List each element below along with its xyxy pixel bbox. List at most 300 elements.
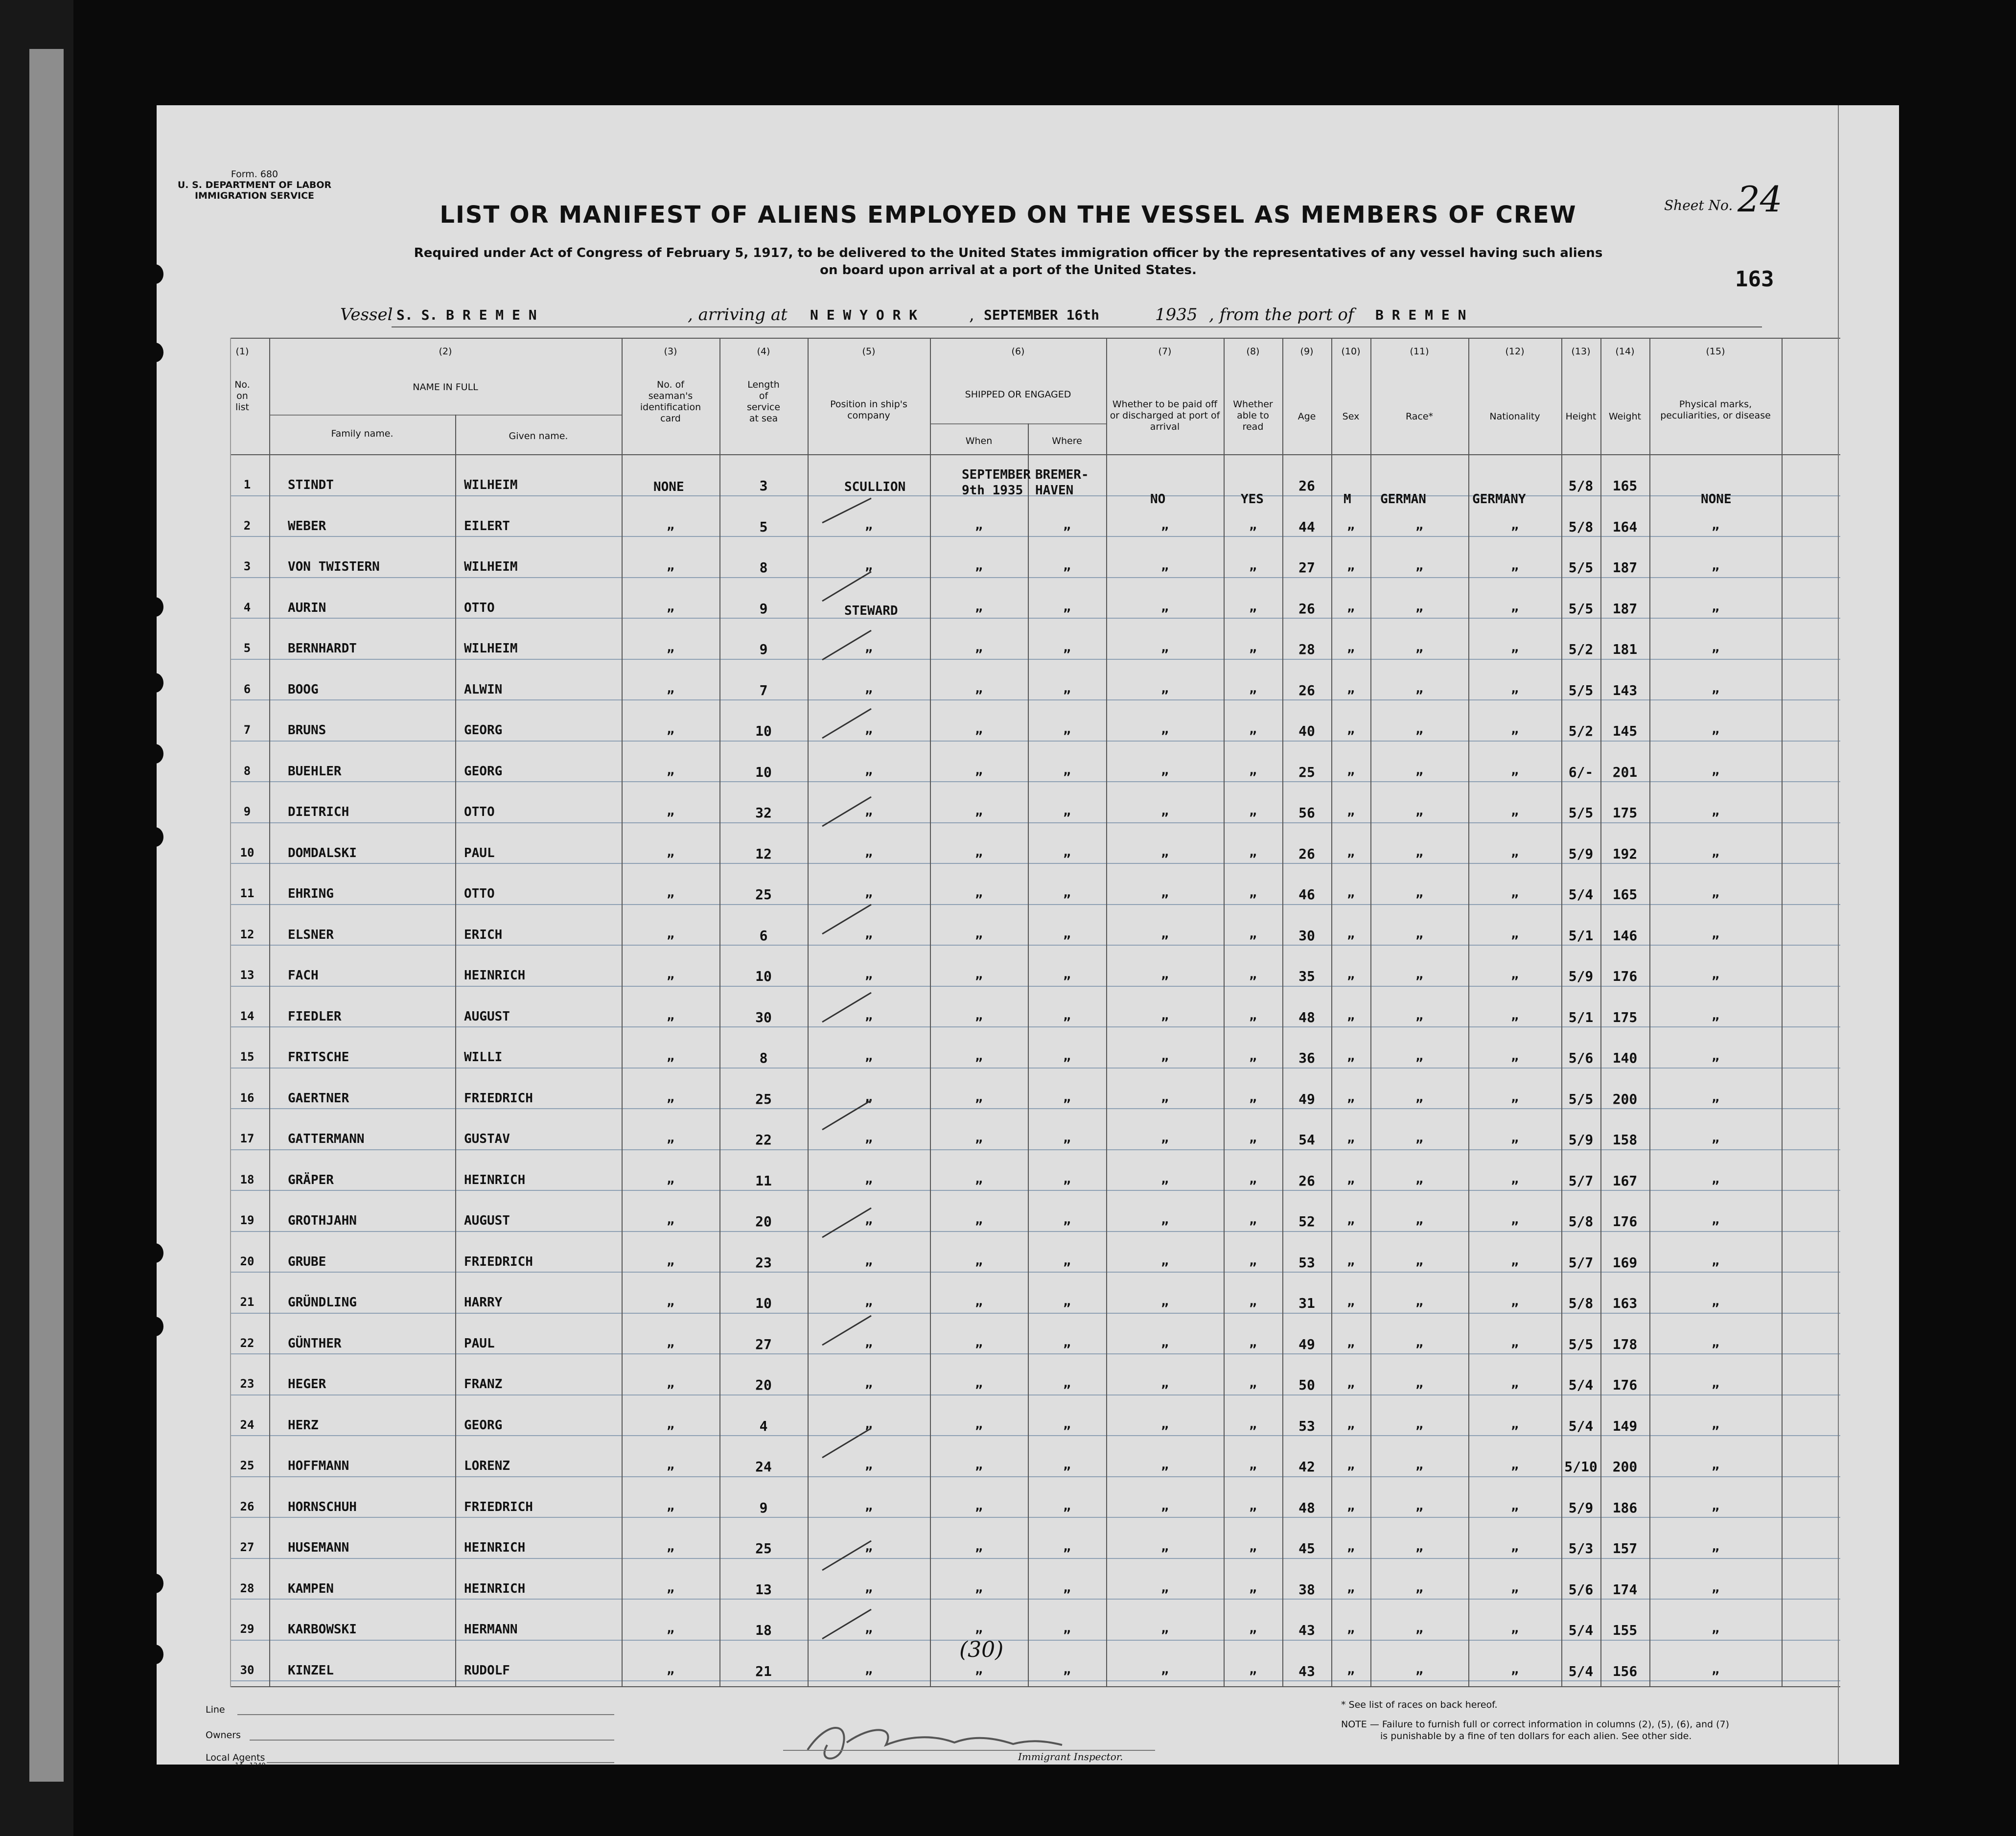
ditto-position: „	[865, 1621, 873, 1636]
given-name: RUDOLF	[464, 1663, 510, 1678]
ditto-card: „	[667, 722, 674, 737]
family-name: AURIN	[288, 600, 326, 615]
binder-strip	[29, 49, 64, 1782]
shipped-subdivider	[930, 423, 1106, 424]
family-name: ELSNER	[288, 927, 334, 942]
ditto-race: „	[1415, 1335, 1423, 1350]
ditto-paid-off: „	[1161, 1049, 1169, 1064]
ditto-nationality: „	[1511, 844, 1519, 860]
able-to-read-value: YES	[1241, 492, 1264, 507]
family-name: GROTHJAHN	[288, 1213, 357, 1228]
service-length: 25	[755, 886, 772, 903]
row-rule	[230, 1680, 1840, 1681]
given-name: FRIEDRICH	[464, 1254, 533, 1269]
service-length: 9	[759, 641, 768, 657]
age: 45	[1298, 1540, 1315, 1557]
given-name-header: Given name.	[509, 431, 568, 442]
row-number: 2	[243, 518, 251, 533]
age: 54	[1298, 1132, 1315, 1148]
height: 5/5	[1568, 682, 1594, 698]
ditto-card: „	[667, 1131, 674, 1145]
ditto-race: „	[1415, 885, 1423, 900]
ditto-read: „	[1249, 1049, 1257, 1064]
family-name: DIETRICH	[288, 805, 349, 819]
family-name-header: Family name.	[331, 428, 394, 439]
ditto-when: „	[975, 1458, 983, 1472]
steward-position: STEWARD	[844, 604, 898, 618]
height: 5/8	[1568, 518, 1594, 535]
ditto-when: „	[975, 1621, 983, 1636]
ditto-paid-off: „	[1161, 1253, 1169, 1268]
ditto-paid-off: „	[1161, 1294, 1169, 1309]
ditto-sex: „	[1347, 1090, 1355, 1105]
ditto-position: „	[865, 1662, 873, 1677]
service-length: 21	[755, 1663, 772, 1679]
punch-hole	[147, 1243, 163, 1263]
ditto-race: „	[1415, 722, 1423, 737]
service-length: 7	[759, 682, 768, 698]
service-length: 18	[755, 1622, 772, 1638]
ditto-sex: „	[1347, 1171, 1355, 1186]
ditto-paid-off: „	[1161, 640, 1169, 655]
ditto-read: „	[1249, 1580, 1257, 1595]
height: 5/9	[1568, 1499, 1594, 1516]
ditto-when: „	[975, 926, 983, 941]
ditto-marks: „	[1712, 1417, 1719, 1432]
ditto-position: „	[865, 1539, 873, 1554]
ditto-race: „	[1415, 1498, 1423, 1513]
col-12-header: Nationality	[1489, 411, 1540, 422]
family-name: HORNSCHUH	[288, 1499, 357, 1514]
family-name: WEBER	[288, 518, 326, 534]
ditto-when: „	[975, 558, 983, 573]
ditto-marks: „	[1712, 722, 1719, 737]
height: 5/4	[1568, 1663, 1594, 1679]
age: 26	[1298, 845, 1315, 862]
weight: 176	[1612, 1213, 1638, 1230]
ditto-nationality: „	[1511, 1131, 1519, 1145]
ditto-position: „	[865, 1417, 873, 1432]
row-rule	[230, 699, 1840, 700]
family-name: FRITSCHE	[288, 1050, 349, 1065]
ditto-marks: „	[1712, 844, 1719, 860]
ditto-position: „	[865, 1294, 873, 1309]
given-name: EILERT	[464, 518, 510, 534]
given-name: WILHEIM	[464, 641, 518, 656]
col-7-number: (7)	[1158, 346, 1172, 357]
weight: 163	[1612, 1295, 1638, 1311]
family-name: BOOG	[288, 682, 319, 697]
service-length: 9	[759, 1499, 768, 1516]
sheet-edge-line	[1838, 105, 1839, 1765]
punch-hole	[147, 827, 163, 847]
ditto-card: „	[667, 1458, 674, 1472]
age: 40	[1298, 723, 1315, 739]
ditto-card: „	[667, 885, 674, 900]
ditto-card: „	[667, 1539, 674, 1554]
arrival-date: SEPTEMBER 16th	[984, 307, 1100, 323]
ditto-where: „	[1063, 804, 1071, 818]
ditto-marks: „	[1712, 763, 1719, 778]
ditto-card: „	[667, 1212, 674, 1227]
ditto-race: „	[1415, 1008, 1423, 1023]
height: 5/3	[1568, 1540, 1594, 1557]
weight: 140	[1612, 1050, 1638, 1066]
ditto-nationality: „	[1511, 722, 1519, 737]
weight: 145	[1612, 723, 1638, 739]
ditto-read: „	[1249, 1539, 1257, 1554]
given-name: GUSTAV	[464, 1132, 510, 1146]
ditto-race: „	[1415, 967, 1423, 982]
ditto-when: „	[975, 1090, 983, 1105]
ditto-nationality: „	[1511, 1212, 1519, 1227]
family-name: DOMDALSKI	[288, 845, 357, 860]
row-number: 27	[240, 1540, 255, 1554]
service-length: 10	[755, 723, 772, 739]
form-subtitle-2: on board upon arrival at a port of the United States.	[820, 263, 1197, 278]
ditto-marks: „	[1712, 926, 1719, 941]
age: 48	[1298, 1009, 1315, 1025]
col-5-number: (5)	[862, 346, 876, 357]
ditto-paid-off: „	[1161, 1662, 1169, 1677]
height: 5/1	[1568, 1009, 1594, 1025]
ditto-position: „	[865, 1212, 873, 1227]
ditto-card: „	[667, 1294, 674, 1309]
ditto-nationality: „	[1511, 1458, 1519, 1472]
height: 5/7	[1568, 1172, 1594, 1189]
races-note: * See list of races on back hereof.	[1341, 1699, 1498, 1710]
ditto-when: „	[975, 844, 983, 860]
height: 5/4	[1568, 1418, 1594, 1434]
age: 52	[1298, 1213, 1315, 1230]
ditto-card: „	[667, 1580, 674, 1595]
row-number: 17	[240, 1132, 255, 1145]
ditto-paid-off: „	[1161, 1090, 1169, 1105]
weight: 187	[1612, 559, 1638, 576]
ditto-card: „	[667, 1335, 674, 1350]
row-rule	[230, 1231, 1840, 1232]
service-length: 8	[759, 559, 768, 576]
ditto-paid-off: „	[1161, 844, 1169, 860]
ditto-position: „	[865, 681, 873, 696]
departure-port: B R E M E N	[1375, 307, 1466, 323]
ditto-race: „	[1415, 844, 1423, 860]
service-length: 30	[755, 1009, 772, 1025]
page-number: 163	[1735, 267, 1774, 292]
ditto-sex: „	[1347, 722, 1355, 737]
col-10-header: Sex	[1342, 411, 1360, 422]
height: 6/-	[1568, 764, 1594, 780]
ditto-marks: „	[1712, 558, 1719, 573]
age: 48	[1298, 1499, 1315, 1516]
height: 5/7	[1568, 1254, 1594, 1271]
table-bottom-border	[230, 1686, 1840, 1687]
row-rule	[230, 904, 1840, 905]
ditto-card: „	[667, 1008, 674, 1023]
ditto-where: „	[1063, 1212, 1071, 1227]
weight: 175	[1612, 1009, 1638, 1025]
row-rule	[230, 1272, 1840, 1273]
form-title: LIST OR MANIFEST OF ALIENS EMPLOYED ON THE VESSEL AS MEMBERS OF CREW	[440, 201, 1577, 229]
row-number: 7	[243, 723, 251, 737]
ditto-card: „	[667, 1090, 674, 1105]
ditto-sex: „	[1347, 1131, 1355, 1145]
service-length: 13	[755, 1581, 772, 1598]
ditto-marks: „	[1712, 1376, 1719, 1391]
ditto-marks: „	[1712, 599, 1719, 614]
row-rule	[230, 1068, 1840, 1069]
row-number: 23	[240, 1377, 255, 1391]
ditto-nationality: „	[1511, 1049, 1519, 1064]
family-name: BRUNS	[288, 723, 326, 738]
weight: 165	[1612, 478, 1638, 494]
ditto-when: „	[975, 885, 983, 900]
ditto-position: „	[865, 1580, 873, 1595]
ditto-card: „	[667, 1253, 674, 1268]
given-name: PAUL	[464, 1336, 495, 1351]
ditto-sex: „	[1347, 1335, 1355, 1350]
ditto-nationality: „	[1511, 517, 1519, 533]
ditto-when: „	[975, 1335, 983, 1350]
punch-hole	[147, 597, 163, 617]
service-length: 20	[755, 1377, 772, 1393]
row-number: 21	[240, 1295, 255, 1309]
ditto-when: „	[975, 1539, 983, 1554]
ditto-where: „	[1063, 1294, 1071, 1309]
ditto-where: „	[1063, 1008, 1071, 1023]
ditto-nationality: „	[1511, 1090, 1519, 1105]
age: 43	[1298, 1663, 1315, 1679]
weight: 149	[1612, 1418, 1638, 1434]
ditto-position: „	[865, 1376, 873, 1391]
row-rule	[230, 1313, 1840, 1314]
row-rule	[230, 1026, 1840, 1027]
age: 38	[1298, 1581, 1315, 1598]
age: 26	[1298, 1172, 1315, 1189]
ditto-nationality: „	[1511, 1417, 1519, 1432]
punch-hole	[147, 1317, 163, 1336]
row-rule	[230, 1190, 1840, 1191]
height: 5/1	[1568, 927, 1594, 944]
punch-hole	[147, 744, 163, 764]
service-length: 32	[755, 805, 772, 821]
height: 5/9	[1568, 1132, 1594, 1148]
row-rule	[230, 1149, 1840, 1150]
ditto-race: „	[1415, 1621, 1423, 1636]
ditto-nationality: „	[1511, 1376, 1519, 1391]
ditto-read: „	[1249, 763, 1257, 778]
ditto-paid-off: „	[1161, 763, 1169, 778]
form-number: Form. 680	[231, 169, 278, 180]
col-13-header: Height	[1565, 411, 1597, 422]
ditto-read: „	[1249, 804, 1257, 818]
height: 5/2	[1568, 641, 1594, 657]
weight: 146	[1612, 927, 1638, 944]
ditto-position: „	[865, 640, 873, 655]
vessel-label: Vessel	[340, 305, 393, 325]
weight: 176	[1612, 968, 1638, 984]
service-length: 12	[755, 845, 772, 862]
weight: 158	[1612, 1132, 1638, 1148]
ditto-position: „	[865, 804, 873, 818]
height: 5/4	[1568, 1377, 1594, 1393]
ditto-where: „	[1063, 1253, 1071, 1268]
ditto-sex: „	[1347, 926, 1355, 941]
service-length: 27	[755, 1336, 772, 1352]
ditto-sex: „	[1347, 681, 1355, 696]
ditto-sex: „	[1347, 640, 1355, 655]
ditto-marks: „	[1712, 640, 1719, 655]
row-number: 29	[240, 1622, 255, 1636]
given-name: AUGUST	[464, 1009, 510, 1024]
ditto-where: „	[1063, 967, 1071, 982]
ditto-race: „	[1415, 1294, 1423, 1309]
ditto-nationality: „	[1511, 763, 1519, 778]
ditto-nationality: „	[1511, 599, 1519, 614]
age: 46	[1298, 886, 1315, 903]
row-number: 18	[240, 1172, 255, 1186]
row-rule	[230, 1108, 1840, 1109]
weight: 187	[1612, 600, 1638, 617]
comma: ,	[969, 305, 974, 325]
ditto-race: „	[1415, 926, 1423, 941]
ditto-when: „	[975, 1498, 983, 1513]
ditto-read: „	[1249, 1008, 1257, 1023]
ditto-where: „	[1063, 1417, 1071, 1432]
ditto-sex: „	[1347, 1662, 1355, 1677]
shipped-when-line-1: SEPTEMBER	[962, 467, 1031, 482]
row-number: 20	[240, 1254, 255, 1268]
nationality-value: GERMANY	[1472, 492, 1526, 507]
age: 42	[1298, 1459, 1315, 1475]
ditto-marks: „	[1712, 1498, 1719, 1513]
age: 49	[1298, 1336, 1315, 1352]
row-rule	[230, 1558, 1840, 1559]
weight: 200	[1612, 1459, 1638, 1475]
ditto-marks: „	[1712, 967, 1719, 982]
note-line-1: NOTE — Failure to furnish full or correct information in columns (2), (5), (6), and (7)	[1341, 1719, 1730, 1730]
ditto-paid-off: „	[1161, 1376, 1169, 1391]
ditto-read: „	[1249, 1417, 1257, 1432]
ditto-when: „	[975, 1580, 983, 1595]
ditto-when: „	[975, 804, 983, 818]
col-3-header: No. of seaman's identification card	[640, 379, 701, 424]
ditto-nationality: „	[1511, 1539, 1519, 1554]
service-length: 11	[755, 1172, 772, 1189]
agents-field-rule	[267, 1762, 614, 1763]
row-number: 24	[240, 1418, 255, 1432]
print-code: 14—1240	[235, 1762, 266, 1769]
row-number: 12	[240, 927, 255, 941]
col-6-header: SHIPPED OR ENGAGED	[965, 389, 1071, 400]
header-bottom-border	[230, 454, 1840, 455]
weight: 201	[1612, 764, 1638, 780]
ditto-card: „	[667, 926, 674, 941]
family-name: FACH	[288, 968, 319, 983]
ditto-paid-off: „	[1161, 804, 1169, 818]
col-5-header: Position in ship's company	[830, 399, 907, 421]
ditto-card: „	[667, 1049, 674, 1064]
ditto-race: „	[1415, 558, 1423, 573]
ditto-card: „	[667, 804, 674, 818]
col-12-number: (12)	[1505, 346, 1525, 357]
ditto-nationality: „	[1511, 558, 1519, 573]
ditto-position: „	[865, 1008, 873, 1023]
from-port-label: , from the port of	[1209, 305, 1354, 325]
underline	[1370, 326, 1762, 327]
col-divider	[1782, 338, 1783, 1687]
age: 50	[1298, 1377, 1315, 1393]
shipped-when-line-2: 9th 1935	[962, 483, 1023, 498]
ditto-paid-off: „	[1161, 1417, 1169, 1432]
line-label: Line	[206, 1704, 225, 1715]
row-number: 26	[240, 1499, 255, 1513]
ditto-paid-off: „	[1161, 1171, 1169, 1186]
ditto-read: „	[1249, 1621, 1257, 1636]
row-number: 8	[243, 764, 251, 778]
family-name: EHRING	[288, 886, 334, 901]
family-name: HOFFMANN	[288, 1459, 349, 1473]
height: 5/8	[1568, 1295, 1594, 1311]
ditto-read: „	[1249, 640, 1257, 655]
department-name: U. S. DEPARTMENT OF LABOR	[177, 180, 332, 190]
ditto-position: „	[865, 558, 873, 573]
ditto-paid-off: „	[1161, 1008, 1169, 1023]
height: 5/5	[1568, 600, 1594, 617]
ditto-sex: „	[1347, 1008, 1355, 1023]
family-name: HERZ	[288, 1418, 319, 1433]
row-number: 9	[243, 805, 251, 818]
ditto-marks: „	[1712, 1335, 1719, 1350]
given-name: PAUL	[464, 845, 495, 860]
service-name: IMMIGRATION SERVICE	[194, 190, 315, 201]
family-name: STINDT	[288, 478, 334, 492]
service-length: 5	[759, 518, 768, 535]
ditto-read: „	[1249, 1090, 1257, 1105]
ditto-race: „	[1415, 1171, 1423, 1186]
ditto-race: „	[1415, 599, 1423, 614]
row-number: 1	[243, 478, 251, 491]
ditto-read: „	[1249, 967, 1257, 982]
paid-off-value: NO	[1150, 492, 1166, 507]
col-6-number: (6)	[1011, 346, 1025, 357]
row-rule	[230, 1640, 1840, 1641]
col-14-header: Weight	[1608, 411, 1642, 422]
form-subtitle-1: Required under Act of Congress of February 5, 1917, to be delivered to the United States immigration officer by the representatives of any vessel having such aliens	[414, 246, 1603, 260]
service-length: 6	[759, 927, 768, 944]
ditto-sex: „	[1347, 1621, 1355, 1636]
col-3-number: (3)	[664, 346, 677, 357]
ditto-sex: „	[1347, 1580, 1355, 1595]
family-name: GATTERMANN	[288, 1132, 365, 1146]
age: 26	[1298, 682, 1315, 698]
ditto-marks: „	[1712, 1294, 1719, 1309]
row-number: 14	[240, 1009, 255, 1023]
ditto-strokes	[808, 454, 930, 1688]
ditto-marks: „	[1712, 804, 1719, 818]
given-name: HEINRICH	[464, 1172, 526, 1187]
row-rule	[230, 618, 1840, 619]
ditto-paid-off: „	[1161, 1498, 1169, 1513]
row-rule	[230, 1435, 1840, 1436]
height: 5/8	[1568, 1213, 1594, 1230]
ditto-card: „	[667, 1662, 674, 1677]
ditto-race: „	[1415, 1458, 1423, 1472]
age: 56	[1298, 805, 1315, 821]
weight: 181	[1612, 641, 1638, 657]
ditto-paid-off: „	[1161, 558, 1169, 573]
ditto-race: „	[1415, 1131, 1423, 1145]
